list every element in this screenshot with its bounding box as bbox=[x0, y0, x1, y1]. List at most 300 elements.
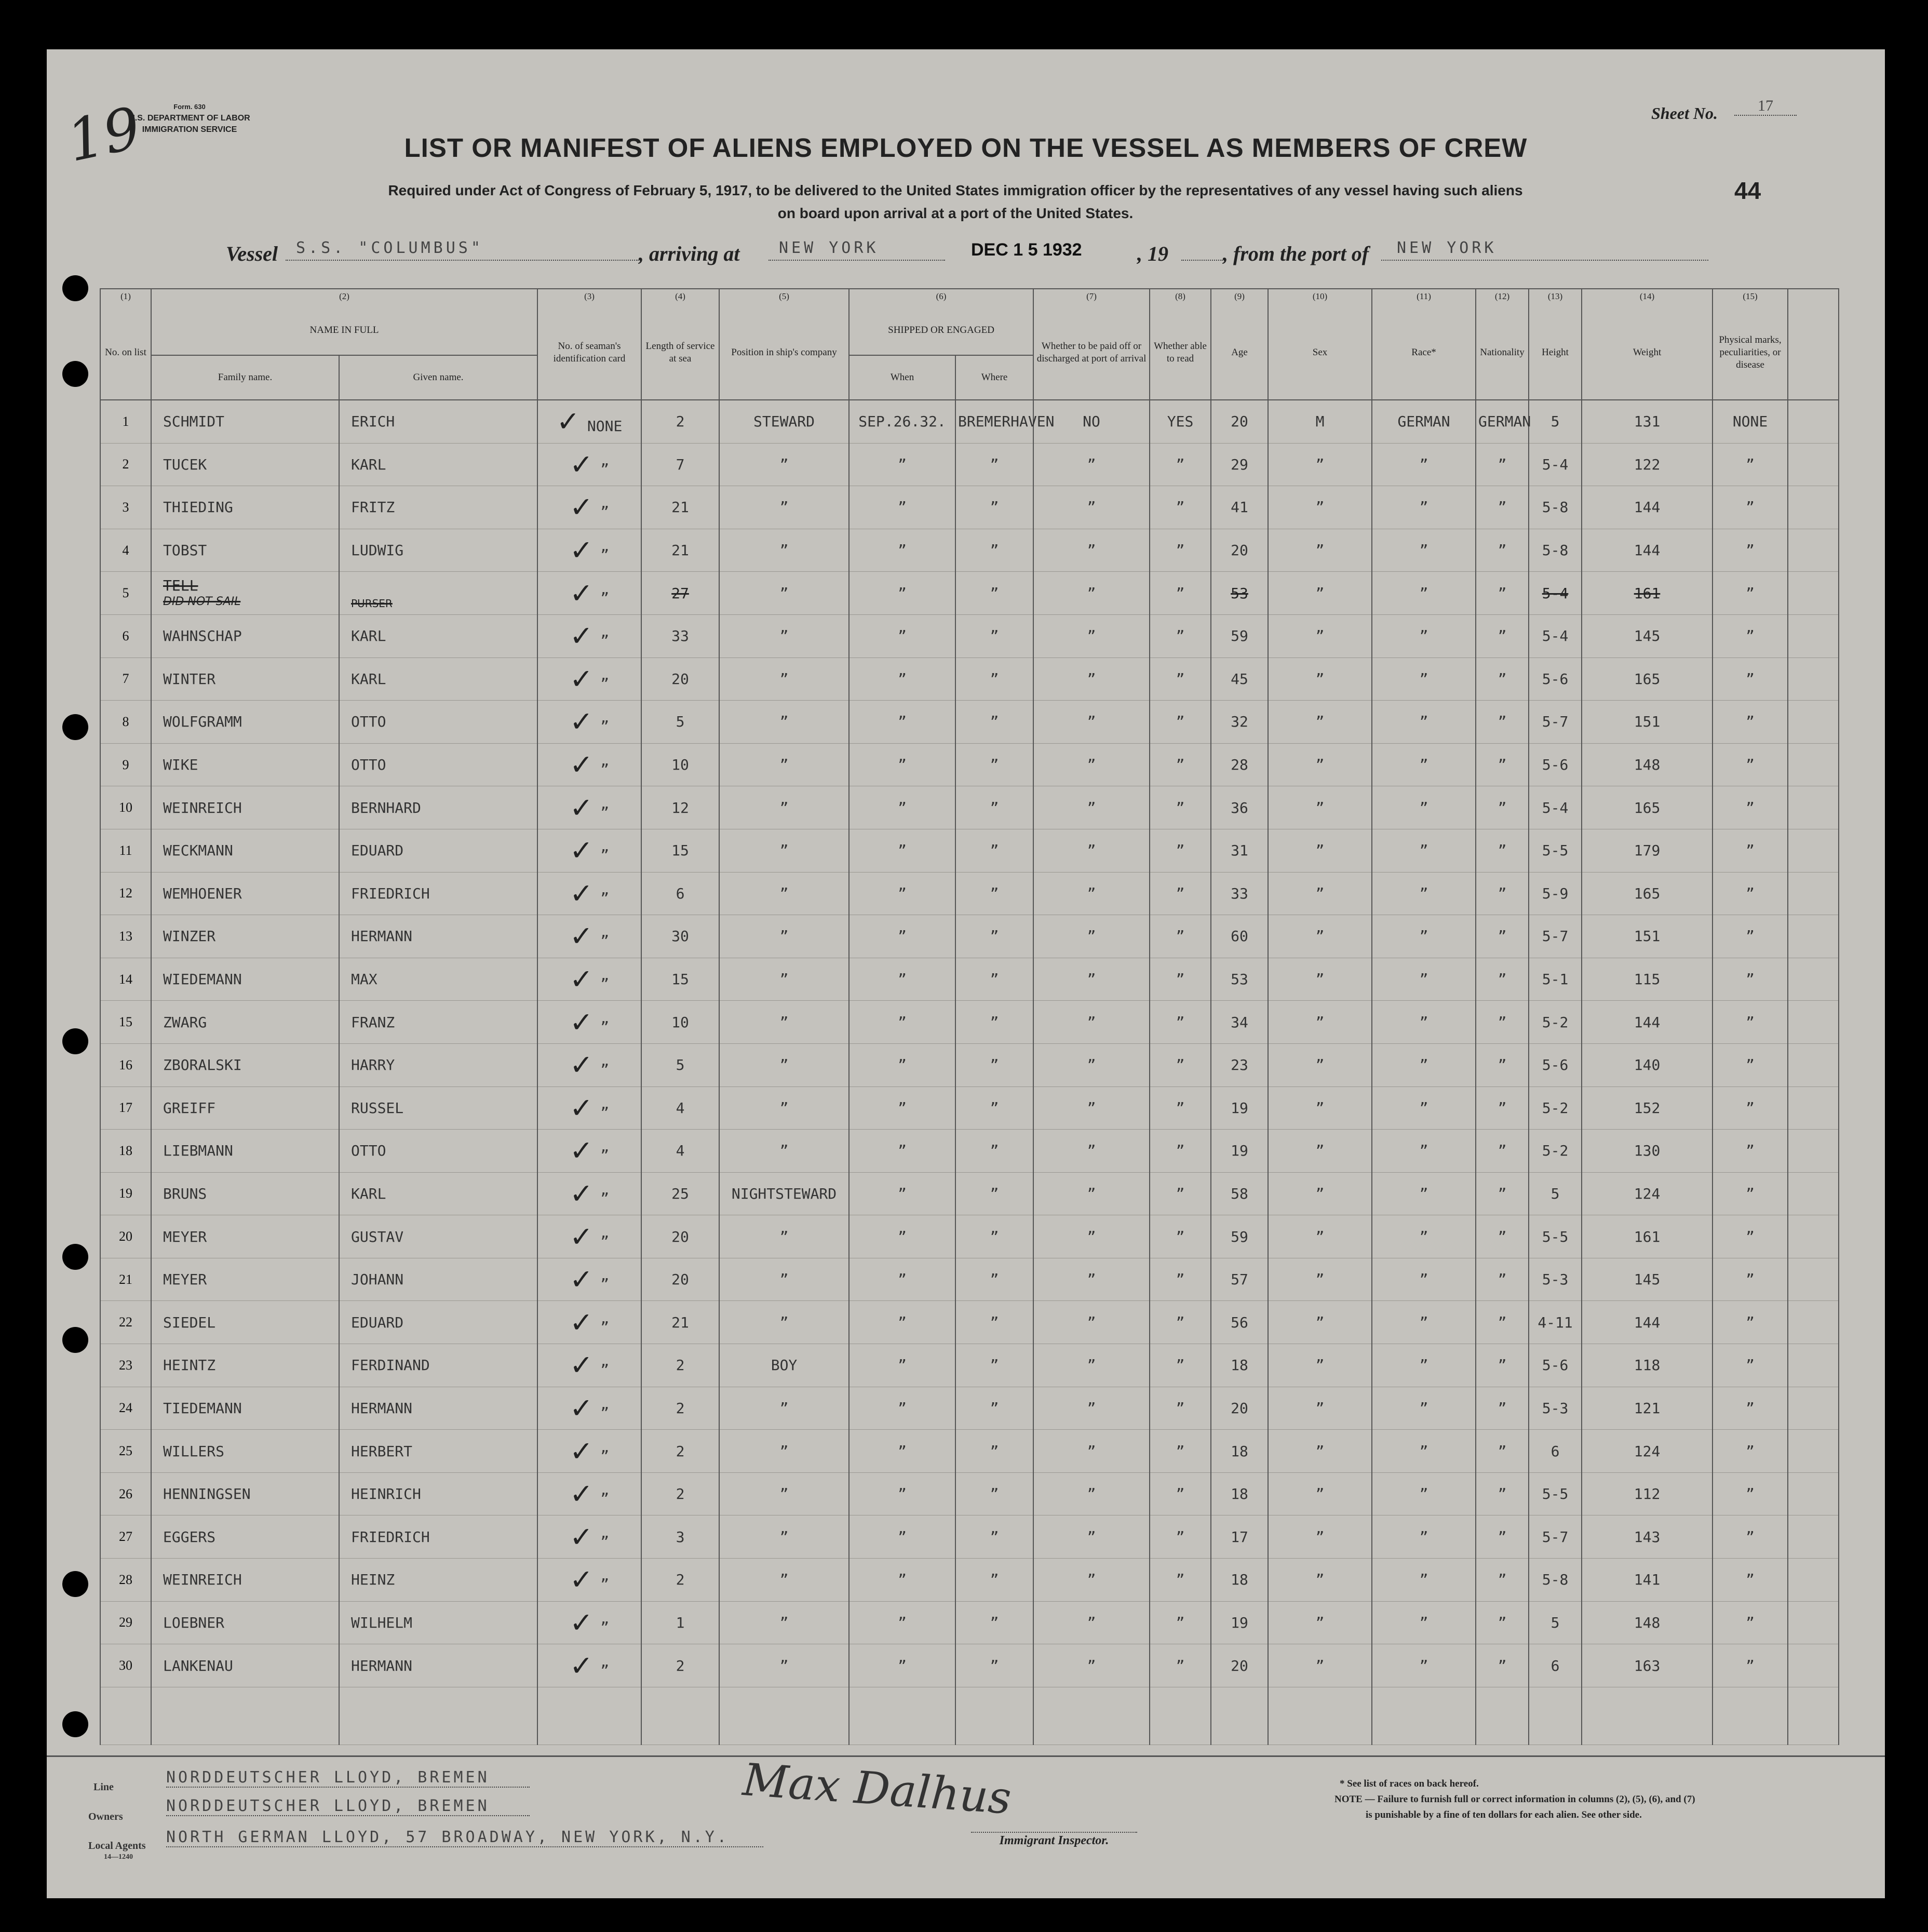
cell-read: ” bbox=[1150, 443, 1211, 486]
table-row bbox=[100, 400, 1839, 443]
cell-age: 20 bbox=[1211, 1387, 1268, 1430]
cell-no: 8 bbox=[100, 701, 151, 744]
sheet-number: 17 bbox=[1734, 97, 1797, 116]
cell-nat: ” bbox=[1476, 1043, 1529, 1086]
cell-nat: ” bbox=[1476, 443, 1529, 486]
cell-height: 5-3 bbox=[1529, 1258, 1582, 1301]
cell-marks: ” bbox=[1713, 1472, 1788, 1515]
cell-paid: ” bbox=[1033, 1086, 1150, 1130]
cell-given: FERDINAND bbox=[339, 1344, 537, 1387]
table-row bbox=[100, 1601, 1839, 1644]
seaman-card-value: ” bbox=[600, 1447, 610, 1465]
cell-family: MEYER bbox=[151, 1258, 339, 1301]
cell-family: BRUNS bbox=[151, 1172, 339, 1215]
cell-family: TUCEK bbox=[151, 443, 339, 486]
handwritten-mark: 19 bbox=[61, 94, 146, 175]
cell-marks: ” bbox=[1713, 701, 1788, 744]
cell-paid: ” bbox=[1033, 572, 1150, 615]
seaman-card-value: ” bbox=[600, 1061, 610, 1079]
punch-hole bbox=[62, 1244, 88, 1270]
cell-race: ” bbox=[1372, 443, 1476, 486]
col-num-8: (8) bbox=[1150, 289, 1211, 306]
cell-position: ” bbox=[719, 1644, 849, 1687]
header-able-read: Whether able to read bbox=[1150, 306, 1211, 400]
cell-sex: ” bbox=[1268, 614, 1372, 658]
cell-read: ” bbox=[1150, 572, 1211, 615]
cell-card bbox=[537, 872, 641, 915]
cell-service: 4 bbox=[641, 1130, 719, 1173]
cell-family: WECKMANN bbox=[151, 829, 339, 872]
cell-where: ” bbox=[955, 701, 1033, 744]
owners-value: NORDDEUTSCHER LLOYD, BREMEN bbox=[166, 1797, 530, 1816]
cell-race: ” bbox=[1372, 1215, 1476, 1258]
cell-service: 21 bbox=[641, 529, 719, 572]
cell-sex: ” bbox=[1268, 1430, 1372, 1473]
cell-weight: 163 bbox=[1582, 1644, 1713, 1687]
cell-race: ” bbox=[1372, 743, 1476, 786]
cell-position: ” bbox=[719, 1086, 849, 1130]
checkmark-icon: ✓ bbox=[569, 1005, 594, 1039]
cell-when: ” bbox=[849, 614, 955, 658]
cell-card bbox=[537, 1215, 641, 1258]
cell-age: 45 bbox=[1211, 658, 1268, 701]
table-row bbox=[100, 1043, 1839, 1086]
cell-weight: 144 bbox=[1582, 486, 1713, 529]
cell-service: 2 bbox=[641, 1430, 719, 1473]
cell-given: OTTO bbox=[339, 1130, 537, 1173]
cell-position: ” bbox=[719, 658, 849, 701]
cell-age: 28 bbox=[1211, 743, 1268, 786]
cell-sex: ” bbox=[1268, 1001, 1372, 1044]
cell-no: 6 bbox=[100, 614, 151, 658]
did-not-sail-note: DID NOT SAIL bbox=[163, 595, 241, 609]
cell-height: 5-3 bbox=[1529, 1387, 1582, 1430]
cell-weight: 165 bbox=[1582, 786, 1713, 829]
cell-empty bbox=[339, 1687, 537, 1745]
cell-weight: 152 bbox=[1582, 1086, 1713, 1130]
cell-nat: ” bbox=[1476, 1086, 1529, 1130]
cell-where: ” bbox=[955, 915, 1033, 958]
cell-paid: ” bbox=[1033, 1258, 1150, 1301]
cell-given: FRITZ bbox=[339, 486, 537, 529]
cell-marks: ” bbox=[1713, 915, 1788, 958]
cell-where: ” bbox=[955, 1387, 1033, 1430]
cell-height: 5-2 bbox=[1529, 1001, 1582, 1044]
cell-marks: ” bbox=[1713, 1559, 1788, 1602]
cell-where: ” bbox=[955, 486, 1033, 529]
cell-age: 57 bbox=[1211, 1258, 1268, 1301]
cell-race: ” bbox=[1372, 1301, 1476, 1344]
punch-hole bbox=[62, 1571, 88, 1597]
cell-card bbox=[537, 486, 641, 529]
col-num-5: (5) bbox=[719, 289, 849, 306]
cell-height: 5-1 bbox=[1529, 958, 1582, 1001]
cell-race: ” bbox=[1372, 572, 1476, 615]
cell-when: ” bbox=[849, 572, 955, 615]
seaman-card-value: ” bbox=[600, 975, 610, 993]
cell-card bbox=[537, 1258, 641, 1301]
cell-nat: ” bbox=[1476, 486, 1529, 529]
cell-nat: ” bbox=[1476, 1387, 1529, 1430]
cell-nat: ” bbox=[1476, 872, 1529, 915]
cell-position: ” bbox=[719, 1515, 849, 1559]
cell-position: ” bbox=[719, 829, 849, 872]
cell-card bbox=[537, 1430, 641, 1473]
seaman-card-value: ” bbox=[600, 1276, 610, 1293]
cell-where: ” bbox=[955, 872, 1033, 915]
cell-age: 60 bbox=[1211, 915, 1268, 958]
cell-when: ” bbox=[849, 529, 955, 572]
cell-family: WIEDEMANN bbox=[151, 958, 339, 1001]
checkmark-icon: ✓ bbox=[569, 1606, 594, 1639]
seaman-card-value: ” bbox=[600, 1618, 610, 1636]
cell-empty bbox=[100, 1687, 151, 1745]
table-row bbox=[100, 443, 1839, 486]
date-stamp: DEC 1 5 1932 bbox=[971, 240, 1082, 260]
cell-position: ” bbox=[719, 701, 849, 744]
cell-marks: ” bbox=[1713, 658, 1788, 701]
cell-read: ” bbox=[1150, 958, 1211, 1001]
cell-blank bbox=[1788, 1086, 1839, 1130]
cell-sex: ” bbox=[1268, 872, 1372, 915]
cell-read: YES bbox=[1150, 400, 1211, 443]
header-physical-marks: Physical marks, peculiarities, or disease bbox=[1713, 306, 1788, 400]
cell-read: ” bbox=[1150, 915, 1211, 958]
cell-given: RUSSEL bbox=[339, 1086, 537, 1130]
cell-when: ” bbox=[849, 658, 955, 701]
cell-race: ” bbox=[1372, 1130, 1476, 1173]
cell-age: 18 bbox=[1211, 1559, 1268, 1602]
cell-marks: ” bbox=[1713, 872, 1788, 915]
col-num-11: (11) bbox=[1372, 289, 1476, 306]
line-value: NORDDEUTSCHER LLOYD, BREMEN bbox=[166, 1768, 530, 1788]
cell-age: 20 bbox=[1211, 529, 1268, 572]
cell-weight: 148 bbox=[1582, 743, 1713, 786]
cell-service: 20 bbox=[641, 1258, 719, 1301]
cell-age: 59 bbox=[1211, 614, 1268, 658]
cell-no: 25 bbox=[100, 1430, 151, 1473]
cell-when: ” bbox=[849, 701, 955, 744]
table-row bbox=[100, 486, 1839, 529]
cell-given: GUSTAV bbox=[339, 1215, 537, 1258]
cell-position: ” bbox=[719, 614, 849, 658]
seaman-card-value: ” bbox=[600, 503, 610, 521]
cell-weight: 179 bbox=[1582, 829, 1713, 872]
cell-age: 18 bbox=[1211, 1430, 1268, 1473]
checkmark-icon: ✓ bbox=[569, 662, 594, 695]
table-row bbox=[100, 915, 1839, 958]
seaman-card-value: ” bbox=[600, 1318, 610, 1336]
cell-nat: ” bbox=[1476, 701, 1529, 744]
cell-card bbox=[537, 1301, 641, 1344]
cell-empty bbox=[955, 1687, 1033, 1745]
cell-height: 5 bbox=[1529, 1172, 1582, 1215]
checkmark-icon: ✓ bbox=[569, 576, 594, 610]
cell-position: ” bbox=[719, 1130, 849, 1173]
cell-empty bbox=[1788, 1687, 1839, 1745]
cell-read: ” bbox=[1150, 1086, 1211, 1130]
cell-family: WEMHOENER bbox=[151, 872, 339, 915]
cell-family: TIEDEMANN bbox=[151, 1387, 339, 1430]
table-row bbox=[100, 1172, 1839, 1215]
cell-position: BOY bbox=[719, 1344, 849, 1387]
cell-family: WILLERS bbox=[151, 1430, 339, 1473]
cell-sex: ” bbox=[1268, 743, 1372, 786]
cell-service: 20 bbox=[641, 658, 719, 701]
cell-sex: ” bbox=[1268, 829, 1372, 872]
cell-when: ” bbox=[849, 1172, 955, 1215]
year-label: , 19 bbox=[1137, 242, 1168, 265]
cell-marks: ” bbox=[1713, 1301, 1788, 1344]
cell-blank bbox=[1788, 1344, 1839, 1387]
vessel-name: S.S. "COLUMBUS" bbox=[296, 239, 483, 257]
cell-position: ” bbox=[719, 443, 849, 486]
cell-blank bbox=[1788, 614, 1839, 658]
cell-when: ” bbox=[849, 1387, 955, 1430]
seaman-card-value: ” bbox=[600, 932, 610, 950]
checkmark-icon: ✓ bbox=[569, 705, 594, 739]
cell-weight: 124 bbox=[1582, 1172, 1713, 1215]
cell-service: 25 bbox=[641, 1172, 719, 1215]
col-num-13: (13) bbox=[1529, 289, 1582, 306]
cell-weight: 143 bbox=[1582, 1515, 1713, 1559]
cell-weight: 112 bbox=[1582, 1472, 1713, 1515]
agents-value: NORTH GERMAN LLOYD, 57 BROADWAY, NEW YORK, N.Y. bbox=[166, 1828, 763, 1847]
seaman-card-value: ” bbox=[600, 1661, 610, 1679]
cell-marks: ” bbox=[1713, 743, 1788, 786]
seaman-card-value: ” bbox=[600, 1404, 610, 1421]
seaman-card-value: ” bbox=[600, 589, 610, 607]
cell-read: ” bbox=[1150, 872, 1211, 915]
from-label: , from the port of bbox=[1223, 242, 1369, 265]
checkmark-icon: ✓ bbox=[569, 1134, 594, 1168]
cell-position: ” bbox=[719, 1215, 849, 1258]
cell-age: 18 bbox=[1211, 1472, 1268, 1515]
header-position: Position in ship's company bbox=[719, 306, 849, 400]
cell-height: 5-5 bbox=[1529, 829, 1582, 872]
seaman-card-value: ” bbox=[600, 1533, 610, 1550]
checkmark-icon: ✓ bbox=[556, 405, 580, 438]
cell-position: ” bbox=[719, 1258, 849, 1301]
cell-read: ” bbox=[1150, 614, 1211, 658]
cell-race: ” bbox=[1372, 958, 1476, 1001]
cell-service: 5 bbox=[641, 701, 719, 744]
punch-hole bbox=[62, 275, 88, 301]
seaman-card-value: ” bbox=[600, 1232, 610, 1250]
cell-given: OTTO bbox=[339, 701, 537, 744]
cell-marks: ” bbox=[1713, 1430, 1788, 1473]
cell-given: KARL bbox=[339, 1172, 537, 1215]
cell-sex: ” bbox=[1268, 1130, 1372, 1173]
cell-position: ” bbox=[719, 1601, 849, 1644]
cell-empty bbox=[1713, 1687, 1788, 1745]
cell-race: ” bbox=[1372, 872, 1476, 915]
cell-position: ” bbox=[719, 1001, 849, 1044]
page-title: LIST OR MANIFEST OF ALIENS EMPLOYED ON THE VESSEL AS MEMBERS OF CREW bbox=[404, 133, 1528, 163]
cell-nat: ” bbox=[1476, 915, 1529, 958]
table-row bbox=[100, 1472, 1839, 1515]
footnote-note: NOTE — Failure to furnish full or correct information in columns (2), (5), (6), and (7) bbox=[1334, 1794, 1695, 1805]
cell-given: LUDWIG bbox=[339, 529, 537, 572]
cell-empty bbox=[1268, 1687, 1372, 1745]
cell-no: 24 bbox=[100, 1387, 151, 1430]
cell-service: 33 bbox=[641, 614, 719, 658]
cell-where: ” bbox=[955, 1515, 1033, 1559]
cell-race: ” bbox=[1372, 1086, 1476, 1130]
cell-height: 5-4 bbox=[1529, 572, 1582, 615]
cell-race: ” bbox=[1372, 1601, 1476, 1644]
cell-when: ” bbox=[849, 1344, 955, 1387]
cell-no: 13 bbox=[100, 915, 151, 958]
cell-where: ” bbox=[955, 1601, 1033, 1644]
cell-card bbox=[537, 786, 641, 829]
table-row bbox=[100, 572, 1839, 615]
cell-no: 28 bbox=[100, 1559, 151, 1602]
cell-card bbox=[537, 443, 641, 486]
table-row bbox=[100, 1387, 1839, 1430]
cell-age: 53 bbox=[1211, 572, 1268, 615]
table-row bbox=[100, 1430, 1839, 1473]
subtitle-line-1: Required under Act of Congress of February 5, 1917, to be delivered to the United States immigration officer by the representatives of any vessel having such aliens bbox=[388, 182, 1523, 198]
checkmark-icon: ✓ bbox=[569, 834, 594, 867]
cell-position: ” bbox=[719, 1043, 849, 1086]
cell-no: 20 bbox=[100, 1215, 151, 1258]
seaman-card-value: ” bbox=[600, 1018, 610, 1036]
seaman-card-value: ” bbox=[600, 1147, 610, 1164]
cell-when: ” bbox=[849, 829, 955, 872]
cell-nat: ” bbox=[1476, 572, 1529, 615]
table-row bbox=[100, 701, 1839, 744]
seaman-card-value: ” bbox=[600, 1189, 610, 1207]
cell-family: WEINREICH bbox=[151, 1559, 339, 1602]
cell-service: 6 bbox=[641, 872, 719, 915]
cell-position: STEWARD bbox=[719, 400, 849, 443]
cell-sex: ” bbox=[1268, 443, 1372, 486]
cell-sex: ” bbox=[1268, 915, 1372, 958]
cell-age: 20 bbox=[1211, 1644, 1268, 1687]
cell-age: 17 bbox=[1211, 1515, 1268, 1559]
seaman-card-value: ” bbox=[600, 1361, 610, 1379]
cell-race: GERMAN bbox=[1372, 400, 1476, 443]
checkmark-icon: ✓ bbox=[569, 1263, 594, 1296]
cell-when: ” bbox=[849, 1559, 955, 1602]
cell-no: 23 bbox=[100, 1344, 151, 1387]
header-sex: Sex bbox=[1268, 306, 1372, 400]
cell-when: ” bbox=[849, 1130, 955, 1173]
cell-nat: ” bbox=[1476, 1472, 1529, 1515]
cell-no: 22 bbox=[100, 1301, 151, 1344]
seaman-card-value: ” bbox=[600, 803, 610, 821]
cell-age: 19 bbox=[1211, 1086, 1268, 1130]
cell-family: SCHMIDT bbox=[151, 400, 339, 443]
cell-no: 29 bbox=[100, 1601, 151, 1644]
cell-weight: 115 bbox=[1582, 958, 1713, 1001]
cell-no: 16 bbox=[100, 1043, 151, 1086]
cell-paid: ” bbox=[1033, 915, 1150, 958]
cell-weight: 144 bbox=[1582, 1001, 1713, 1044]
cell-paid: ” bbox=[1033, 658, 1150, 701]
cell-weight: 141 bbox=[1582, 1559, 1713, 1602]
cell-card bbox=[537, 1001, 641, 1044]
cell-empty bbox=[849, 1687, 955, 1745]
cell-marks: ” bbox=[1713, 1086, 1788, 1130]
cell-weight: 144 bbox=[1582, 529, 1713, 572]
cell-where: ” bbox=[955, 1559, 1033, 1602]
cell-paid: ” bbox=[1033, 829, 1150, 872]
cell-blank bbox=[1788, 1301, 1839, 1344]
cell-position: ” bbox=[719, 486, 849, 529]
cell-paid: ” bbox=[1033, 1472, 1150, 1515]
table-row-empty bbox=[100, 1687, 1839, 1745]
header-length-service: Length of service at sea bbox=[641, 306, 719, 400]
cell-sex: ” bbox=[1268, 1086, 1372, 1130]
cell-nat: ” bbox=[1476, 1215, 1529, 1258]
table-row bbox=[100, 614, 1839, 658]
cell-read: ” bbox=[1150, 529, 1211, 572]
cell-read: ” bbox=[1150, 1258, 1211, 1301]
cell-blank bbox=[1788, 1387, 1839, 1430]
cell-no: 10 bbox=[100, 786, 151, 829]
cell-service: 2 bbox=[641, 1559, 719, 1602]
cell-age: 33 bbox=[1211, 872, 1268, 915]
cell-blank bbox=[1788, 829, 1839, 872]
cell-nat: ” bbox=[1476, 1258, 1529, 1301]
cell-service: 15 bbox=[641, 829, 719, 872]
cell-card bbox=[537, 1559, 641, 1602]
cell-blank bbox=[1788, 1430, 1839, 1473]
seaman-card-value: ” bbox=[600, 1104, 610, 1121]
cell-no: 27 bbox=[100, 1515, 151, 1559]
cell-race: ” bbox=[1372, 1344, 1476, 1387]
cell-service: 12 bbox=[641, 786, 719, 829]
cell-family: WINZER bbox=[151, 915, 339, 958]
cell-read: ” bbox=[1150, 1472, 1211, 1515]
header-weight: Weight bbox=[1582, 306, 1713, 400]
cell-race: ” bbox=[1372, 1258, 1476, 1301]
seaman-card-value: ” bbox=[600, 847, 610, 864]
cell-given: BERNHARD bbox=[339, 786, 537, 829]
seaman-card-value: NONE bbox=[587, 418, 623, 435]
cell-weight: 161 bbox=[1582, 1215, 1713, 1258]
cell-service: 2 bbox=[641, 1472, 719, 1515]
cell-sex: ” bbox=[1268, 1344, 1372, 1387]
cell-no: 17 bbox=[100, 1086, 151, 1130]
cell-weight: 165 bbox=[1582, 872, 1713, 915]
cell-marks: ” bbox=[1713, 1344, 1788, 1387]
cell-position: ” bbox=[719, 1301, 849, 1344]
cell-position: ” bbox=[719, 743, 849, 786]
cell-no: 18 bbox=[100, 1130, 151, 1173]
cell-where: BREMERHAVEN bbox=[955, 400, 1033, 443]
cell-where: ” bbox=[955, 1086, 1033, 1130]
cell-height: 5-7 bbox=[1529, 1515, 1582, 1559]
service-name: IMMIGRATION SERVICE bbox=[142, 125, 237, 134]
punch-hole bbox=[62, 1327, 88, 1353]
seaman-card-value: ” bbox=[600, 761, 610, 779]
cell-service: 27 bbox=[641, 572, 719, 615]
cell-marks: ” bbox=[1713, 1215, 1788, 1258]
sheet-number-label: Sheet No. bbox=[1651, 104, 1718, 123]
cell-empty bbox=[1582, 1687, 1713, 1745]
cell-blank bbox=[1788, 400, 1839, 443]
cell-marks: ” bbox=[1713, 1172, 1788, 1215]
table-row bbox=[100, 958, 1839, 1001]
cell-age: 29 bbox=[1211, 443, 1268, 486]
cell-marks: ” bbox=[1713, 1001, 1788, 1044]
cell-where: ” bbox=[955, 1215, 1033, 1258]
cell-weight: 145 bbox=[1582, 1258, 1713, 1301]
cell-blank bbox=[1788, 1515, 1839, 1559]
